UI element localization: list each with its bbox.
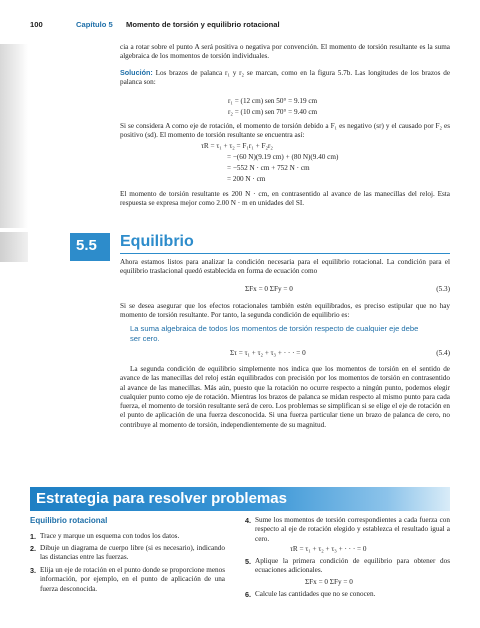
strategy-item-1-text: Trace y marque un esquema con todos los datos.	[40, 532, 180, 540]
section-number: 5.5	[76, 237, 97, 254]
equation-torque-result: = 200 N · cm	[227, 175, 266, 183]
equation-torque-step2: = −552 N · cm + 752 N · cm	[227, 164, 310, 172]
chapter-label: Capítulo 5	[76, 20, 113, 29]
strategy-item-1	[30, 532, 225, 541]
equation-5-4: Στ = τ₁ + τ₂ + τ₃ + · · · = 0	[230, 349, 306, 357]
margin-decoration-section	[0, 232, 28, 262]
strategy-item-6-number: 6.	[245, 590, 251, 599]
strategy-item-3-number: 3.	[30, 566, 36, 575]
solution-paragraph	[120, 68, 450, 88]
strategy-item-4-number: 4.	[245, 516, 251, 525]
strategy-item-4	[245, 516, 450, 544]
section-number-badge	[70, 233, 110, 261]
section-paragraph-2: Si se desea asegurar que los efectos rotacionales también estén equilibrados, es preciso estipular que no hay momento de torsión resultante. Por tanto, la segunda condición de equilibrio es:	[120, 302, 450, 320]
strategy-banner-title: Estrategia para resolver problemas	[36, 490, 287, 507]
page-number: 100	[30, 20, 43, 29]
strategy-subtitle: Equilibrio rotacional	[30, 516, 108, 525]
solution-paragraph-3: El momento de torsión resultante es 200 N · cm, en contrasentido al avance de las manecillas del reloj. Esta respuesta se expresa mejor como 2.00 N · m en unidades del SI.	[120, 190, 450, 208]
chapter-title: Momento de torsión y equilibrio rotacional	[126, 20, 280, 29]
running-header	[30, 20, 450, 32]
strategy-item-3-text: Elija un eje de rotación en el punto donde se proporcione menos información, por ejemplo, en el punto de aplicación de una fuerza desconocida.	[40, 566, 225, 593]
intro-paragraph: cia a rotar sobre el punto A será positiva o negativa por convención. El momento de torsión resultante es la suma algebraica de los momentos de torsión individuales.	[120, 43, 450, 61]
strategy-item-2-number: 2.	[30, 544, 36, 553]
strategy-item-5-text: Aplique la primera condición de equilibrio para obtener dos ecuaciones adicionales.	[255, 557, 450, 575]
solution-label: Solución:	[120, 68, 153, 77]
equation-5-4-number: (5.4)	[436, 349, 450, 357]
section-rule	[120, 253, 450, 254]
equation-torque-sum: τR = τ₁ + τ₂ = F₁r₁ + F₂r₂	[201, 142, 273, 150]
solution-paragraph-2: Si se considera A como eje de rotación, el momento de torsión debido a F₁ es negativo (sr) y el causado por F₂ es positivo (sd). El momento de torsión resultante se encuentra así:	[120, 122, 450, 140]
strategy-item-6	[245, 590, 450, 599]
strategy-item-2-text: Dibuje un diagrama de cuerpo libre (si es necesario), indicando las distancias entre las fuerzas.	[40, 544, 225, 562]
equation-r1: r₁ = (12 cm) sen 50° = 9.19 cm	[228, 97, 318, 105]
solution-text: Los brazos de palanca r₁ y r₂ se marcan, como en la figura 5.7b. Las longitudes de los brazos de palanca son:	[120, 69, 451, 87]
strategy-item-2	[30, 544, 225, 563]
equilibrium-statement: La suma algebraica de todos los momentos de torsión respecto de cualquier eje debe ser cero.	[130, 324, 419, 343]
margin-decoration-top	[0, 44, 28, 228]
strategy-item-5-equation: ΣFx = 0 ΣFy = 0	[305, 578, 353, 586]
section-title: Equilibrio	[120, 233, 194, 250]
equation-5-3: ΣFx = 0 ΣFy = 0	[245, 285, 293, 293]
strategy-banner	[30, 487, 450, 511]
strategy-item-5-number: 5.	[245, 557, 251, 566]
strategy-item-3	[30, 566, 225, 594]
strategy-item-4-equation: τR = τ₁ + τ₂ + τ₃ + · · · = 0	[290, 545, 367, 553]
equation-torque-step1: = −(60 N)(9.19 cm) + (80 N)(9.40 cm)	[227, 153, 339, 161]
equation-r2: r₂ = (10 cm) sen 70° = 9.40 cm	[228, 108, 318, 116]
strategy-item-4-text: Sume los momentos de torsión correspondientes a cada fuerza con respecto al eje de rotación elegido y establezca el resultado igual a cero.	[255, 516, 450, 543]
section-paragraph-3: La segunda condición de equilibrio simplemente nos indica que los momentos de torsión en el sentido de avance de las manecillas del reloj están equilibrados con precisión por los momentos de torsión en contrasentido al avance de las manecillas. Más aún, puesto que la rotación no ocurre respecto a ningún punto, podemos elegir cualquier punto como eje de rotación. Mientras los brazos de palanca se midan respecto al mismo punto para cada fuerza, el momento de torsión resultante será de cero. Los problemas se simplifican si se elige el eje de rotación en el punto de aplicación de una fuerza desconocida. Si una fuerza particular tiene un brazo de palanca de cero, no contribuye al momento de torsión, independientemente de su magnitud.	[120, 365, 450, 429]
strategy-item-5	[245, 557, 450, 576]
strategy-item-1-number: 1.	[30, 532, 36, 541]
section-paragraph-1: Ahora estamos listos para analizar la condición necesaria para el equilibrio rotacional. La condición para el equilibrio traslacional quedó establecida en forma de ecuación como	[120, 258, 450, 276]
equation-5-3-number: (5.3)	[436, 285, 450, 293]
strategy-item-6-text: Calcule las cantidades que no se conocen.	[255, 590, 376, 598]
